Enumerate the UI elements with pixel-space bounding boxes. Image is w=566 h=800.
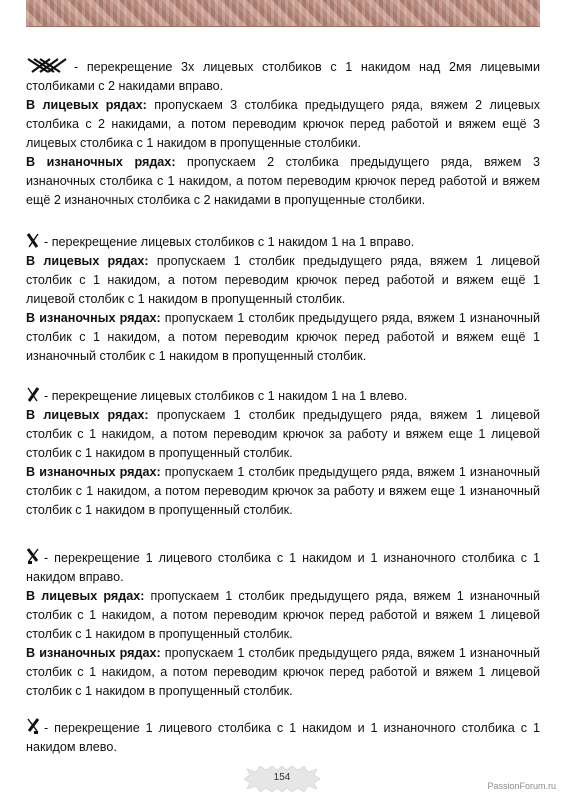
right-side-rows-label: В лицевых рядах: — [26, 254, 149, 268]
stitch-intro: - перекрещение лицевых столбиков с 1 накидом 1 на 1 вправо. — [44, 235, 415, 249]
decorative-braid-banner — [26, 0, 540, 27]
page-number-badge — [244, 766, 320, 792]
stitch-section-1 — [26, 57, 540, 210]
stitch-intro: - перекрещение 1 лицевого столбика с 1 накидом и 1 изнаночного столбика с 1 накидом вправо. — [26, 551, 540, 584]
cross-3-over-2-right-icon — [26, 57, 70, 74]
wrong-side-rows-label: В изнаночных рядах: — [26, 646, 161, 660]
cross-1-over-1-left-icon — [26, 386, 40, 403]
cross-knit-purl-right-icon — [26, 547, 40, 565]
stitch-section-2 — [26, 232, 540, 366]
stitch-intro: - перекрещение лицевых столбиков с 1 накидом 1 на 1 влево. — [44, 389, 408, 403]
right-side-rows-label: В лицевых рядах: — [26, 98, 147, 112]
cross-knit-purl-left-icon — [26, 717, 40, 735]
wrong-side-rows-label: В изнаночных рядах: — [26, 311, 161, 325]
wrong-side-rows-text: пропускаем 1 столбик предыдущего ряда, вяжем 1 изнаночный столбик с 1 накидом, а потом переводим крючок перед работой и вяжем ещё 1 изнаночный столбик с 1 накидом в пропущенный столбик. — [26, 311, 540, 363]
stitch-section-4 — [26, 547, 540, 701]
wrong-side-rows-label: В изнаночных рядах: — [26, 465, 161, 479]
stitch-section-5 — [26, 717, 540, 757]
cross-1-over-1-right-icon — [26, 232, 40, 249]
right-side-rows-text: пропускаем 3 столбика предыдущего ряда, вяжем 2 лицевых столбика с 2 накидами, а потом переводим крючок перед работой и вяжем ещё 3 лицевых столбика с 1 накидом в пропущенные столбики. — [26, 98, 541, 150]
stitch-intro: - перекрещение 3х лицевых столбиков с 1 накидом над 2мя лицевыми столбиками с 2 накидами вправо. — [26, 60, 540, 93]
right-side-rows-text: пропускаем 1 столбик предыдущего ряда, вяжем 1 лицевой столбик с 1 накидом, а потом переводим крючок перед работой и вяжем ещё 1 лицевой столбик с 1 накидом в пропущенный столбик. — [26, 254, 540, 306]
right-side-rows-text: пропускаем 1 столбик предыдущего ряда, вяжем 1 изнаночный столбик с 1 накидом, а потом переводим крючок перед работой и вяжем 1 лицевой столбик с 1 накидом в пропущенный столбик. — [26, 589, 540, 641]
wrong-side-rows-text: пропускаем 2 столбика предыдущего ряда, вяжем 3 изнаночных столбика с 1 накидом, а потом переводим крючок перед работой и вяжем ещё 2 изнаночных столбика с 2 накидами в пропущенные столбики. — [26, 155, 540, 207]
wrong-side-rows-text: пропускаем 1 столбик предыдущего ряда, вяжем 1 изнаночный столбик с 1 накидом, а потом переводим крючок за работу и вяжем еще 1 изнаночный столбик с 1 накидом в пропущенный столбик. — [26, 465, 540, 517]
stitch-section-3 — [26, 386, 540, 520]
wrong-side-rows-text: пропускаем 1 столбик предыдущего ряда, вяжем 1 изнаночный столбик с 1 накидом, а потом переводим крючок перед работой и вяжем 1 лицевой столбик с 1 накидом в пропущенный столбик. — [26, 646, 540, 698]
wrong-side-rows-label: В изнаночных рядах: — [26, 155, 176, 169]
right-side-rows-text: пропускаем 1 столбик предыдущего ряда, вяжем 1 лицевой столбик с 1 накидом, а потом переводим крючок за работу и вяжем еще 1 лицевой столбик с 1 накидом в пропущенный столбик. — [26, 408, 540, 460]
right-side-rows-label: В лицевых рядах: — [26, 408, 149, 422]
page-number: 154 — [273, 772, 291, 783]
right-side-rows-label: В лицевых рядах: — [26, 589, 145, 603]
stitch-intro: - перекрещение 1 лицевого столбика с 1 накидом и 1 изнаночного столбика с 1 накидом влево. — [26, 721, 540, 754]
site-watermark: PassionForum.ru — [487, 781, 556, 791]
